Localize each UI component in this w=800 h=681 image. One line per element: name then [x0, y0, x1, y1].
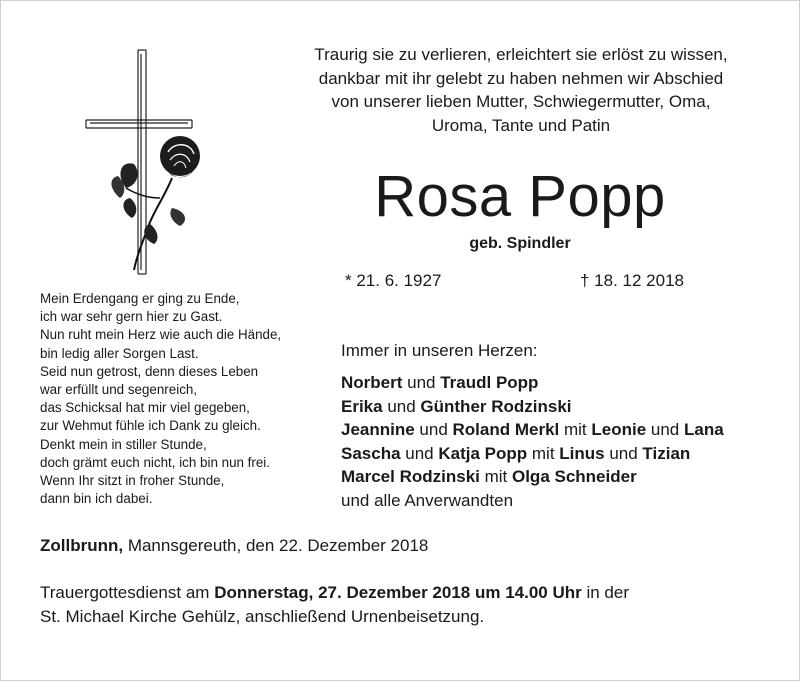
- service-date: Donnerstag, 27. Dezember 2018 um 14.00 Uhr: [214, 583, 582, 602]
- poem-line: zur Wehmut fühle ich Dank zu gleich.: [40, 418, 261, 434]
- deceased-name: Rosa Popp: [374, 164, 666, 229]
- poem: [40, 290, 281, 508]
- mourner-name: Günther Rodzinski: [420, 396, 572, 416]
- connector: mit: [527, 443, 560, 463]
- service-line: [40, 581, 629, 605]
- mourner-name: Katja Popp: [438, 443, 528, 463]
- hearts-line: Immer in unseren Herzen:: [341, 341, 538, 360]
- mourner-name: Lana: [683, 420, 724, 439]
- mourner-name: Norbert: [341, 373, 403, 392]
- mourner-name: Olga Schneider: [511, 467, 637, 486]
- poem-line: Denkt mein in stiller Stunde,: [40, 436, 207, 452]
- poem-line: doch grämt euch nicht, ich bin nun frei.: [40, 454, 271, 470]
- service-pre: Trauergottesdienst am: [40, 583, 215, 602]
- connector: und: [604, 443, 643, 463]
- service-info: [40, 581, 629, 629]
- connector: mit: [479, 467, 512, 486]
- connector: und: [382, 396, 421, 416]
- connector: und: [414, 420, 453, 439]
- mourner-name: Erika: [341, 396, 383, 416]
- intro-line: dankbar mit ihr gelebt zu haben nehmen wir Abschied: [318, 68, 724, 88]
- mourner-name: Roland Merkl: [452, 420, 560, 439]
- birth-date: * 21. 6. 1927: [345, 271, 442, 290]
- mourner-name: Marcel Rodzinski: [341, 467, 480, 486]
- service-post: in der: [581, 583, 629, 602]
- intro-line: von unserer lieben Mutter, Schwiegermutter, Oma,: [331, 92, 711, 111]
- poem-line: Wenn Ihr sitzt in froher Stunde,: [40, 473, 225, 489]
- poem-line: ich war sehr gern hier zu Gast.: [40, 309, 223, 325]
- mourner-line: und alle Anverwandten: [341, 490, 514, 510]
- place-date: [40, 536, 428, 556]
- mourner-name: Linus: [559, 443, 605, 463]
- maiden-name: geb. Spindler: [469, 235, 571, 252]
- poem-line: bin ledig aller Sorgen Last.: [40, 345, 199, 361]
- mourner-line: [341, 418, 724, 442]
- connector: und: [402, 373, 441, 392]
- poem-line: Mein Erdengang er ging zu Ende,: [40, 291, 240, 306]
- mourner-name: Jeannine: [341, 420, 415, 439]
- intro-text: [296, 43, 746, 137]
- mourner-line: [341, 442, 724, 466]
- connector: mit: [559, 420, 592, 439]
- poem-line: war erfüllt und segenreich,: [40, 382, 198, 398]
- mourner-line: [341, 395, 724, 419]
- poem-line: das Schicksal hat mir viel gegeben,: [40, 400, 250, 416]
- connector: und: [646, 420, 684, 439]
- death-date: † 18. 12 2018: [580, 271, 684, 290]
- poem-line: Seid nun getrost, denn dieses Leben: [40, 363, 259, 379]
- mourner-line: [341, 465, 724, 489]
- mourner-name: Tizian: [642, 443, 691, 463]
- cross-with-rose-icon: [80, 48, 210, 278]
- intro-line: Uroma, Tante und Patin: [431, 115, 611, 135]
- mourner-name: Traudl Popp: [440, 373, 539, 392]
- mourner-name: Leonie: [591, 420, 647, 439]
- mourner-line: [341, 371, 724, 395]
- connector: und: [400, 443, 439, 463]
- service-line: St. Michael Kirche Gehülz, anschließend Urnenbeisetzung.: [40, 607, 485, 626]
- poem-line: dann bin ich dabei.: [40, 491, 153, 507]
- poem-line: Nun ruht mein Herz wie auch die Hände,: [40, 327, 282, 343]
- intro-line: Traurig sie zu verlieren, erleichtert sie erlöst zu wissen,: [314, 45, 728, 64]
- place-town: Zollbrunn,: [40, 536, 124, 555]
- place-rest: Mannsgereuth, den 22. Dezember 2018: [123, 536, 429, 555]
- mourners-list: [341, 371, 724, 512]
- mourner-name: Sascha: [341, 443, 401, 463]
